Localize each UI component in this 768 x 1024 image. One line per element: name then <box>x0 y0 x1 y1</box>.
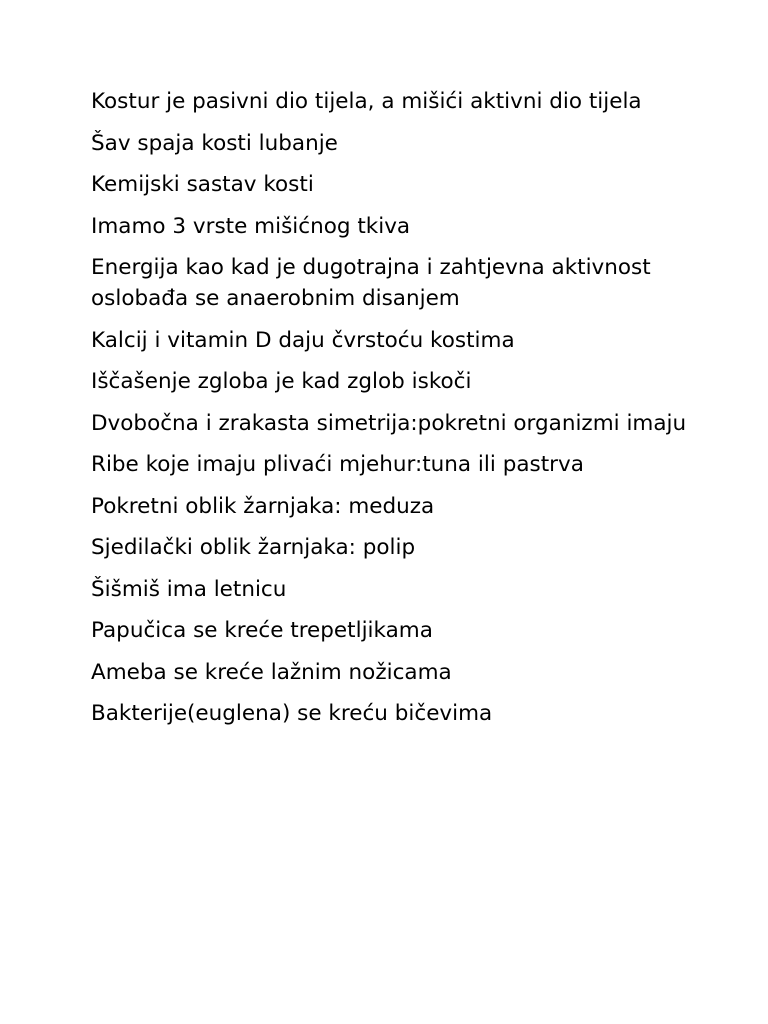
text-line: Papučica se kreće trepetljikama <box>91 618 433 643</box>
text-line: Energija kao kad je dugotrajna i zahtjevna aktivnost oslobađa se anaerobnim disanjem <box>91 255 651 311</box>
text-line: Ameba se kreće lažnim nožicama <box>91 659 452 685</box>
document-body <box>91 86 691 740</box>
text-line: Šav spaja kosti lubanje <box>91 130 338 156</box>
text-line: Sjedilački oblik žarnjaka: polip <box>91 535 416 560</box>
text-line: Imamo 3 vrste mišićnog tkiva <box>91 213 411 239</box>
text-line: Bakterije(euglena) se kreću bičevima <box>91 701 493 726</box>
text-line: Iščašenje zgloba je kad zglob iskoči <box>91 369 472 394</box>
text-line: Kostur je pasivni dio tijela, a mišići aktivni dio tijela <box>91 89 642 114</box>
text-line: Pokretni oblik žarnjaka: meduza <box>91 493 435 519</box>
text-line: Kemijski sastav kosti <box>91 172 314 197</box>
text-line: Dvobočna i zrakasta simetrija:pokretni organizmi imaju <box>91 410 687 436</box>
text-line: Šišmiš ima letnicu <box>91 576 287 602</box>
text-line: Kalcij i vitamin D daju čvrstoću kostima <box>91 327 515 353</box>
text-line: Ribe koje imaju plivaći mjehur:tuna ili pastrva <box>91 452 584 477</box>
